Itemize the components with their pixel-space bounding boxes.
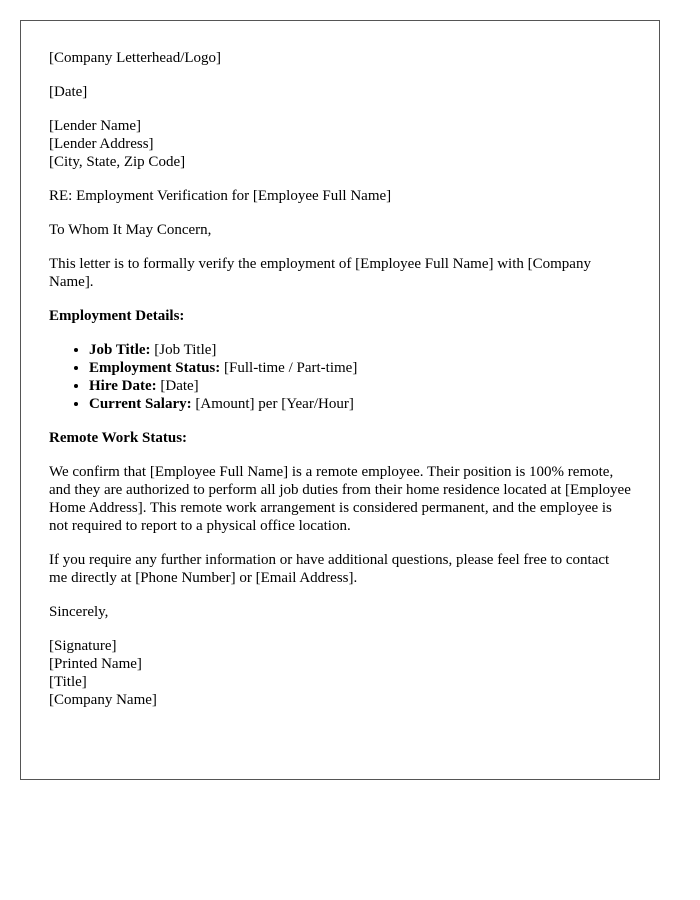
employment-details-list bbox=[49, 341, 631, 413]
salutation: To Whom It May Concern, bbox=[49, 222, 212, 238]
company-name-line: [Company Name] bbox=[49, 692, 157, 708]
printed-name-line: [Printed Name] bbox=[49, 656, 142, 672]
hire-date-value: [Date] bbox=[156, 378, 199, 394]
job-title-label: Job Title: bbox=[89, 342, 151, 358]
employment-details-heading: Employment Details: bbox=[49, 308, 185, 324]
remote-work-heading: Remote Work Status: bbox=[49, 430, 188, 446]
list-item-employment-status bbox=[89, 359, 631, 377]
letter-page bbox=[20, 20, 660, 780]
hire-date-label: Hire Date: bbox=[89, 378, 157, 394]
lender-address: [Lender Address] bbox=[49, 136, 154, 152]
employment-status-label: Employment Status: bbox=[89, 360, 221, 376]
closing: Sincerely, bbox=[49, 604, 109, 620]
current-salary-label: Current Salary: bbox=[89, 396, 192, 412]
current-salary-value: [Amount] per [Year/Hour] bbox=[191, 396, 354, 412]
title-line: [Title] bbox=[49, 674, 87, 690]
lender-address-block bbox=[49, 117, 631, 171]
employment-status-value: [Full-time / Part-time] bbox=[220, 360, 358, 376]
lender-name: [Lender Name] bbox=[49, 118, 142, 134]
letter-date: [Date] bbox=[49, 84, 88, 100]
company-letterhead: [Company Letterhead/Logo] bbox=[49, 50, 222, 66]
job-title-value: [Job Title] bbox=[150, 342, 217, 358]
list-item-hire-date bbox=[89, 377, 631, 395]
signature-block bbox=[49, 637, 631, 709]
contact-paragraph: If you require any further information or have additional questions, please feel free to contact me directly at [Phone Number] or [Email Address]. bbox=[49, 552, 610, 586]
list-item-current-salary bbox=[89, 395, 631, 413]
remote-work-paragraph: We confirm that [Employee Full Name] is a remote employee. Their position is 100% remote, and they are authorized to perform all job duties from their home residence located at [Employee Home Address]. This remote work arrangement is considered permanent, and the employee is not required to report to a physical office location. bbox=[49, 464, 631, 534]
lender-city-state-zip: [City, State, Zip Code] bbox=[49, 154, 186, 170]
signature-line: [Signature] bbox=[49, 638, 117, 654]
subject-line: RE: Employment Verification for [Employee Full Name] bbox=[49, 188, 392, 204]
list-item-job-title bbox=[89, 341, 631, 359]
intro-paragraph: This letter is to formally verify the employment of [Employee Full Name] with [Company Name]. bbox=[49, 256, 591, 290]
